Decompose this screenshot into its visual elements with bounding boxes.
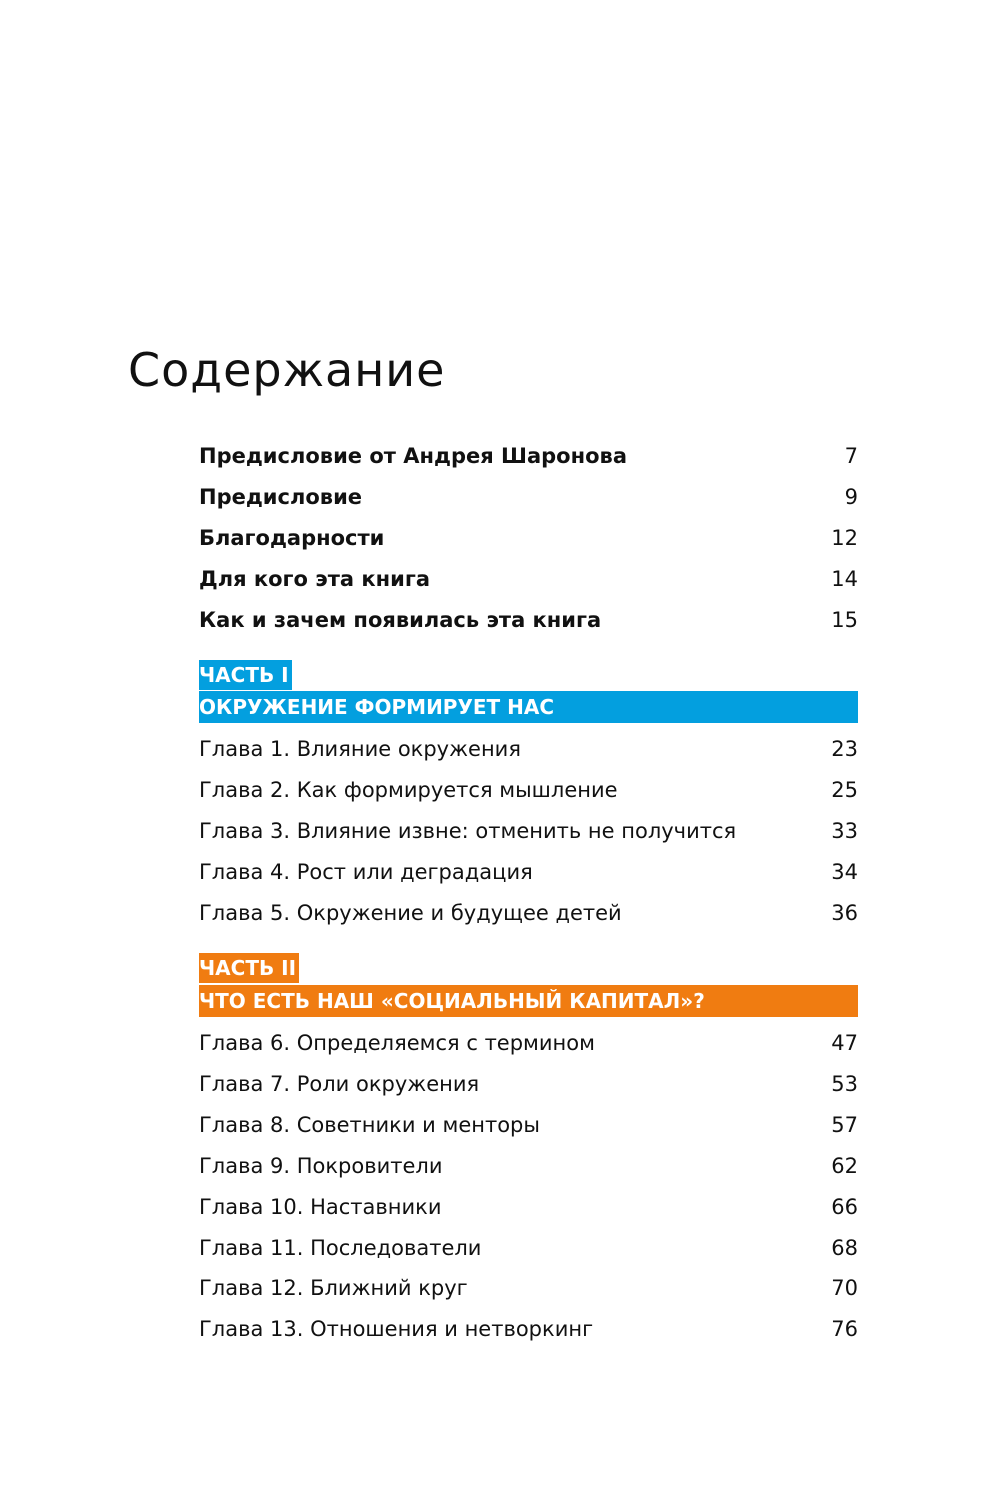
toc-entry-label: Глава 10. Наставники: [199, 1194, 442, 1219]
toc-entry-page: 9: [844, 484, 858, 509]
toc-entry-label: Благодарности: [199, 525, 385, 550]
toc-entry-page: 70: [831, 1275, 858, 1300]
toc-entry-label: Глава 4. Рост или деградация: [199, 859, 533, 884]
toc-entry-chapter-9[interactable]: [199, 1145, 858, 1186]
toc-entry-page: 23: [831, 736, 858, 761]
toc-entry-chapter-7[interactable]: [199, 1063, 858, 1104]
toc-entry-chapter-5[interactable]: [199, 892, 858, 933]
toc-entry-acknowledgements[interactable]: [199, 517, 858, 558]
toc-entry-label: Глава 12. Ближний круг: [199, 1275, 468, 1300]
toc-entry-label: Глава 8. Советники и менторы: [199, 1112, 540, 1137]
toc-entry-label: Предисловие: [199, 484, 363, 509]
toc-entry-label: Глава 6. Определяемся с термином: [199, 1030, 595, 1055]
toc-entry-chapter-12[interactable]: [199, 1267, 858, 1308]
toc-entry-page: 62: [831, 1153, 858, 1178]
toc-entry-label: Как и зачем появилась эта книга: [199, 607, 602, 632]
toc-entry-chapter-13[interactable]: [199, 1308, 858, 1349]
part-1-title[interactable]: ОКРУЖЕНИЕ ФОРМИРУЕТ НАС: [199, 691, 858, 723]
toc-entry-chapter-8[interactable]: [199, 1104, 858, 1145]
part-2-label[interactable]: ЧАСТЬ II: [199, 953, 299, 983]
toc-entry-label: Для кого эта книга: [199, 566, 430, 591]
toc-entry-label: Глава 3. Влияние извне: отменить не получится: [199, 818, 737, 843]
toc-entry-page: 14: [831, 566, 858, 591]
toc-entry-audience[interactable]: [199, 558, 858, 599]
toc-entry-page: 53: [831, 1071, 858, 1096]
toc-entry-page: 33: [831, 818, 858, 843]
toc-entry-page: 68: [831, 1235, 858, 1260]
toc-entry-label: Глава 1. Влияние окружения: [199, 736, 521, 761]
toc-entry-foreword-sharonov[interactable]: [199, 435, 858, 476]
toc-entry-page: 66: [831, 1194, 858, 1219]
page-title: Содержание: [128, 343, 446, 397]
toc-entry-label: Глава 5. Окружение и будущее детей: [199, 900, 622, 925]
toc-entry-label: Глава 2. Как формируется мышление: [199, 777, 618, 802]
part-2-title[interactable]: ЧТО ЕСТЬ НАШ «СОЦИАЛЬНЫЙ КАПИТАЛ»?: [199, 985, 858, 1017]
part-1-label[interactable]: ЧАСТЬ I: [199, 660, 292, 690]
toc-entry-chapter-4[interactable]: [199, 851, 858, 892]
toc-entry-label: Глава 7. Роли окружения: [199, 1071, 480, 1096]
toc-entry-chapter-3[interactable]: [199, 810, 858, 851]
toc-entry-chapter-6[interactable]: [199, 1022, 858, 1063]
toc-entry-chapter-11[interactable]: [199, 1227, 858, 1268]
toc-entry-page: 25: [831, 777, 858, 802]
toc-entry-chapter-10[interactable]: [199, 1186, 858, 1227]
toc-entry-label: Глава 9. Покровители: [199, 1153, 443, 1178]
toc-entry-page: 12: [831, 525, 858, 550]
toc-entry-page: 15: [831, 607, 858, 632]
toc-entry-chapter-1[interactable]: [199, 728, 858, 769]
toc-entry-page: 36: [831, 900, 858, 925]
toc-entry-page: 34: [831, 859, 858, 884]
toc-entry-chapter-2[interactable]: [199, 769, 858, 810]
toc-entry-label: Предисловие от Андрея Шаронова: [199, 443, 628, 468]
toc-entry-origin[interactable]: [199, 599, 858, 640]
toc-entry-page: 76: [831, 1316, 858, 1341]
toc-entry-foreword[interactable]: [199, 476, 858, 517]
toc-entry-label: Глава 13. Отношения и нетворкинг: [199, 1316, 594, 1341]
toc-entry-page: 7: [844, 443, 858, 468]
toc-entry-page: 57: [831, 1112, 858, 1137]
toc-entry-label: Глава 11. Последователи: [199, 1235, 482, 1260]
toc-entry-page: 47: [831, 1030, 858, 1055]
